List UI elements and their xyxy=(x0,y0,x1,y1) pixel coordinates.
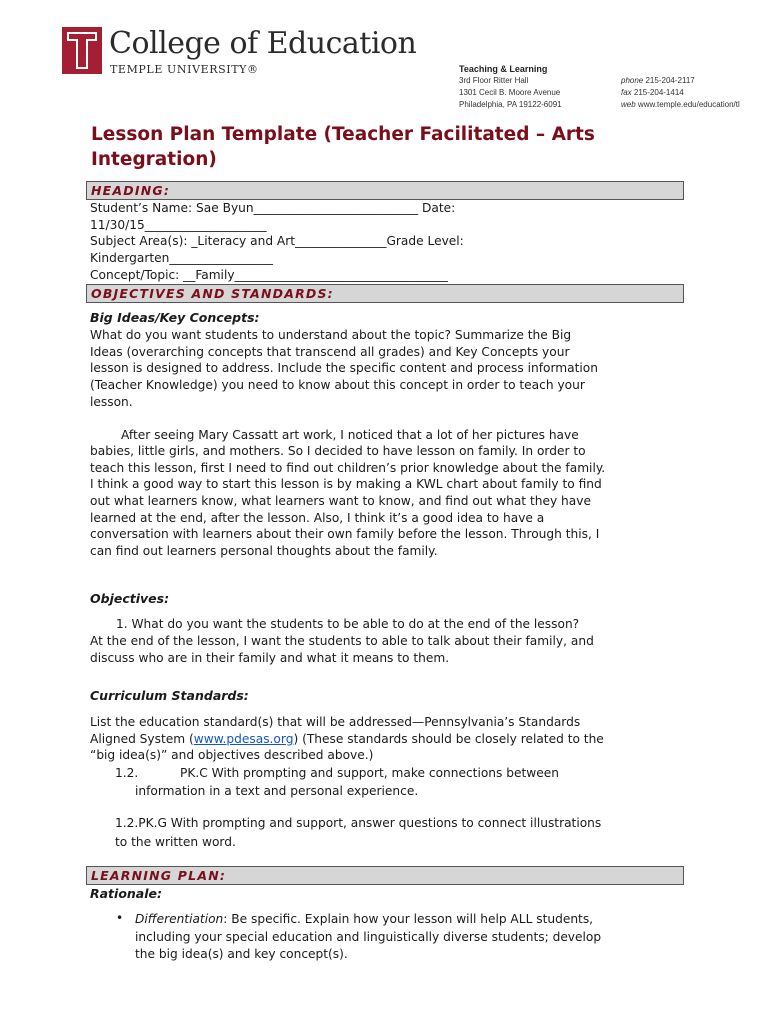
fax-number: 215-204-1414 xyxy=(633,88,684,97)
heading-line-2: 11/30/15____________________ xyxy=(90,218,267,232)
temple-logo xyxy=(62,27,102,74)
address-line-3: Philadelphia, PA 19122-6091 xyxy=(459,100,562,109)
big-ideas-answer-4: I think a good way to start this lesson is by making a KWL chart about family to find xyxy=(90,477,602,491)
pdesas-link[interactable]: www.pdesas.org xyxy=(193,732,294,746)
heading-line-3: Subject Area(s): _Literacy and Art_______________Grade Level: xyxy=(90,234,464,248)
objectives-answer-2: discuss who are in their family and what it means to them. xyxy=(90,651,450,665)
big-ideas-prompt-1: What do you want students to understand about the topic? Summarize the Big xyxy=(90,328,572,342)
big-ideas-answer-3: teach this lesson, first I need to find out children’s prior knowledge about the family. xyxy=(90,461,606,475)
web-line xyxy=(621,100,740,109)
bullet-marker: • xyxy=(116,911,124,925)
standard-2-line-2: to the written word. xyxy=(115,835,236,849)
phone-line xyxy=(621,76,695,85)
heading-line-1: Student’s Name: Sae Byun___________________________ Date: xyxy=(90,201,456,215)
heading-line-5: Concept/Topic: __Family___________________________________ xyxy=(90,268,448,282)
fax-label: fax xyxy=(621,88,632,97)
standards-prompt-1: List the education standard(s) that will be addressed—Pennsylvania’s Standards xyxy=(90,715,581,729)
objectives-title: Objectives: xyxy=(90,591,170,606)
big-ideas-prompt-5: lesson. xyxy=(90,395,133,409)
standards-prompt-2a: Aligned System ( xyxy=(90,732,194,746)
big-ideas-answer-5: out what learners know, what learners want to know, and find out what they have xyxy=(90,494,591,508)
standard-1-number: 1.2. xyxy=(115,766,139,780)
phone-number: 215-204-2117 xyxy=(645,76,695,85)
differentiation-line-1 xyxy=(135,911,593,928)
big-ideas-answer-6: learned at the end, after the lesson. Also, I think it’s a good idea to have a xyxy=(90,511,545,525)
standard-2-line-1: 1.2.PK.G With prompting and support, answer questions to connect illustrations xyxy=(115,816,602,830)
big-ideas-answer-1: After seeing Mary Cassatt art work, I noticed that a lot of her pictures have xyxy=(90,428,579,442)
standard-1-line-1: PK.C With prompting and support, make connections between xyxy=(180,766,559,780)
big-ideas-answer-2: babies, little girls, and mothers. So I decided to have lesson on family. In order to xyxy=(90,444,586,458)
rationale-title: Rationale: xyxy=(90,886,163,901)
standards-prompt-2 xyxy=(90,731,604,748)
phone-label: phone xyxy=(621,76,644,85)
differentiation-line-2: including your special education and linguistically diverse students; develop xyxy=(135,930,602,944)
web-address: www.temple.edu/education/tl xyxy=(637,100,740,109)
big-ideas-answer-8: can find out learners personal thoughts about the family. xyxy=(90,544,438,558)
heading-line-4: Kindergarten_________________ xyxy=(90,251,273,265)
address-line-1: 3rd Floor Ritter Hall xyxy=(459,76,529,85)
big-ideas-answer-7: conversation with learners about their own family before the lesson. Through this, I xyxy=(90,527,600,541)
big-ideas-prompt-3: lesson is designed to address. Include the specific content and process information xyxy=(90,361,598,375)
university-name: TEMPLE UNIVERSITY® xyxy=(110,63,259,76)
objectives-answer-1: At the end of the lesson, I want the students to able to talk about their family, and xyxy=(90,634,594,648)
fax-line xyxy=(621,88,684,97)
standards-prompt-3: “big idea(s)” and objectives described above.) xyxy=(90,748,374,762)
curriculum-standards-title: Curriculum Standards: xyxy=(90,688,249,703)
web-label: web xyxy=(621,100,636,109)
college-name: College of Education xyxy=(109,26,417,61)
differentiation-label: Differentiation xyxy=(135,912,224,926)
standards-prompt-2b: ) (These standards should be closely related to the xyxy=(293,732,604,746)
objectives-prompt: 1. What do you want the students to be able to do at the end of the lesson? xyxy=(116,617,580,631)
objectives-standards-bar: OBJECTIVES AND STANDARDS: xyxy=(86,284,684,303)
differentiation-line-3: the big idea(s) and key concept(s). xyxy=(135,947,348,961)
big-ideas-prompt-4: (Teacher Knowledge) you need to know about this concept in order to teach your xyxy=(90,378,585,392)
heading-bar: HEADING: xyxy=(86,181,684,200)
address-line-2: 1301 Cecil B. Moore Avenue xyxy=(459,88,561,97)
big-ideas-title: Big Ideas/Key Concepts: xyxy=(90,310,260,325)
department-title: Teaching & Learning xyxy=(459,64,548,74)
learning-plan-bar: LEARNING PLAN: xyxy=(86,866,684,885)
standard-1-line-2: information in a text and personal experience. xyxy=(135,784,419,798)
big-ideas-prompt-2: Ideas (overarching concepts that transcend all grades) and Key Concepts your xyxy=(90,345,570,359)
differentiation-text-1: : Be specific. Explain how your lesson will help ALL students, xyxy=(223,912,594,926)
logo-t-stem xyxy=(76,39,88,69)
document-title: Lesson Plan Template (Teacher Facilitated – Arts Integration) xyxy=(91,124,595,170)
